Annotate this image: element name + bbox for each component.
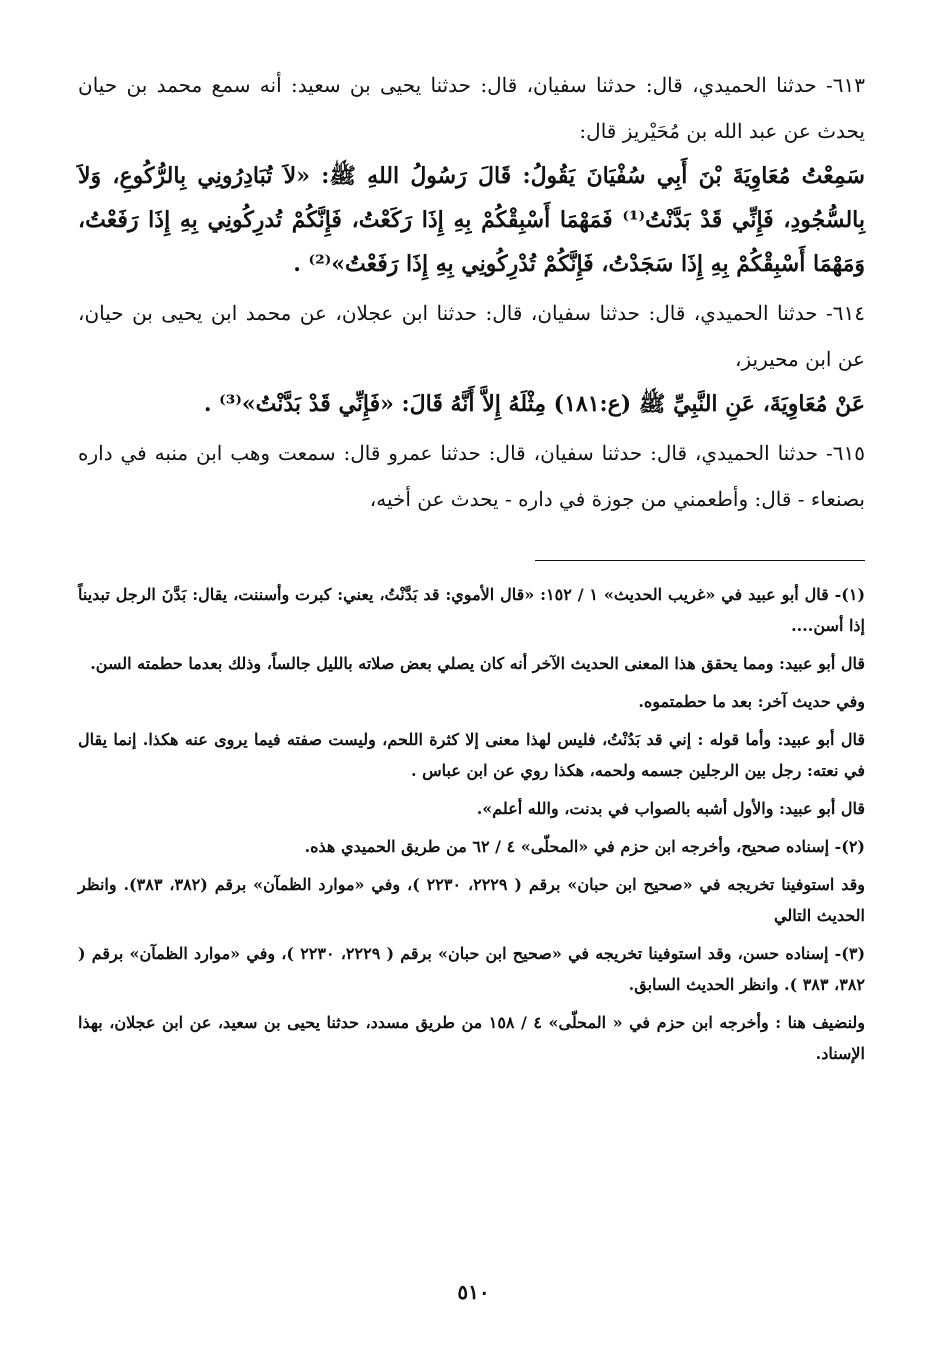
footnote-divider bbox=[535, 560, 865, 561]
footnote-2: (٢)- إسناده صحيح، وأخرجه ابن حزم في «المحلّى» ٤ / ٦٢ من طريق الحميدي هذه. bbox=[304, 837, 865, 856]
footnotes bbox=[78, 579, 865, 1069]
main-text bbox=[78, 62, 865, 522]
footnote-1-cont-3: قال أبو عبيد: وأما قوله : إني قد بَدُنْتُ، فليس لهذا معنى إلا كثرة اللحم، وليست صفته فيما يروى عنه هكذا. إنما يقال في نعته: رجل بين الرجلين جسمه ولحمه، هكذا روي عن ابن عباس . bbox=[78, 730, 866, 780]
footnote-1-cont-1: قال أبو عبيد: ومما يحقق هذا المعنى الحديث الآخر أنه كان يصلي بعض صلاته بالليل جالساً، وذلك بعدما حطمته السن. bbox=[90, 654, 865, 673]
hadith-614-matn: عَنْ مُعَاوِيَةَ، عَنِ النَّبِيِّ ﷺ (ع:١٨١) مِثْلَهُ إِلاَّ أَنَّهُ قَالَ: «فَإِنِّي قَدْ بَدَّنْتُ»⁽³⁾ . bbox=[203, 391, 865, 417]
page-number: ٥١٠ bbox=[457, 1280, 490, 1304]
footnote-1-cont-4: قال أبو عبيد: والأول أشبه بالصواب في بدنت، والله أعلم». bbox=[476, 799, 865, 818]
hadith-613-matn: سَمِعْتُ مُعَاوِيَةَ بْنَ أَبِي سُفْيَانَ يَقُولُ: قَالَ رَسُولُ اللهِ ﷺ: «لاَ تُبَادِرُونِي بِالرُّكُوعِ، وَلاَ بِالسُّجُودِ، فَإِنِّي قَدْ بَدَّنْتُ⁽¹⁾ فَمَهْمَا أَسْبِقْكُمْ بِهِ إِذَا رَكَعْتُ، فَإِنَّكُمْ تُدرِكُونِي بِهِ إِذَا رَفَعْتُ، وَمَهْمَا أَسْبِقْكُمْ بِهِ إِذَا سَجَدْتُ، فَإِنَّكُمْ تُدْرِكُونِي بِهِ إِذَا رَفَعْتُ»⁽²⁾ . bbox=[78, 163, 865, 277]
isnad-615: ٦١٥- حدثنا الحميدي، قال: حدثنا سفيان، قال: حدثنا عمرو قال: سمعت وهب ابن منبه في داره بصنعاء - قال: وأطعمني من جوزة في داره - يحدث عن أخيه، bbox=[78, 441, 865, 511]
footnote-1: (١)- قال أبو عبيد في «غريب الحديث» ١ / ١٥٢: «قال الأموي: قد بَدَّنْتُ، يعني: كبرت وأسننت، يقال: بَدَّنَ الرجل تبديناً إذا أسن.... bbox=[78, 585, 866, 635]
isnad-613: ٦١٣- حدثنا الحميدي، قال: حدثنا سفيان، قال: حدثنا يحيى بن سعيد: أنه سمع محمد بن حيان يحدث عن عبد الله بن مُحَيْريز قال: bbox=[78, 73, 865, 143]
footnote-2-cont: وقد استوفينا تخريجه في «صحيح ابن حبان» برقم ( ٢٢٢٩، ٢٢٣٠ )، وفي «موارد الظمآن» برقم (٣٨٢، ٣٨٣). وانظر الحديث التالي bbox=[78, 875, 866, 925]
footnote-3-cont: ولنضيف هنا : وأخرجه ابن حزم في « المحلّى» ٤ / ١٥٨ من طريق مسدد، حدثنا يحيى بن سعيد، عن ابن عجلان، بهذا الإسناد. bbox=[78, 1013, 866, 1063]
footnote-1-cont-2: وفي حديث آخر: بعد ما حطمتموه. bbox=[638, 692, 865, 711]
isnad-614: ٦١٤- حدثنا الحميدي، قال: حدثنا سفيان، قال: حدثنا ابن عجلان، عن محمد ابن يحيى بن حيان، عن ابن محيريز، bbox=[78, 301, 865, 371]
footnote-3: (٣)- إسناده حسن، وقد استوفينا تخريجه في «صحيح ابن حبان» برقم ( ٢٢٢٩، ٢٢٣٠ )، وفي «موارد الظمآن» برقم ( ٣٨٢، ٣٨٣ ). وانظر الحديث السابق. bbox=[78, 944, 866, 994]
